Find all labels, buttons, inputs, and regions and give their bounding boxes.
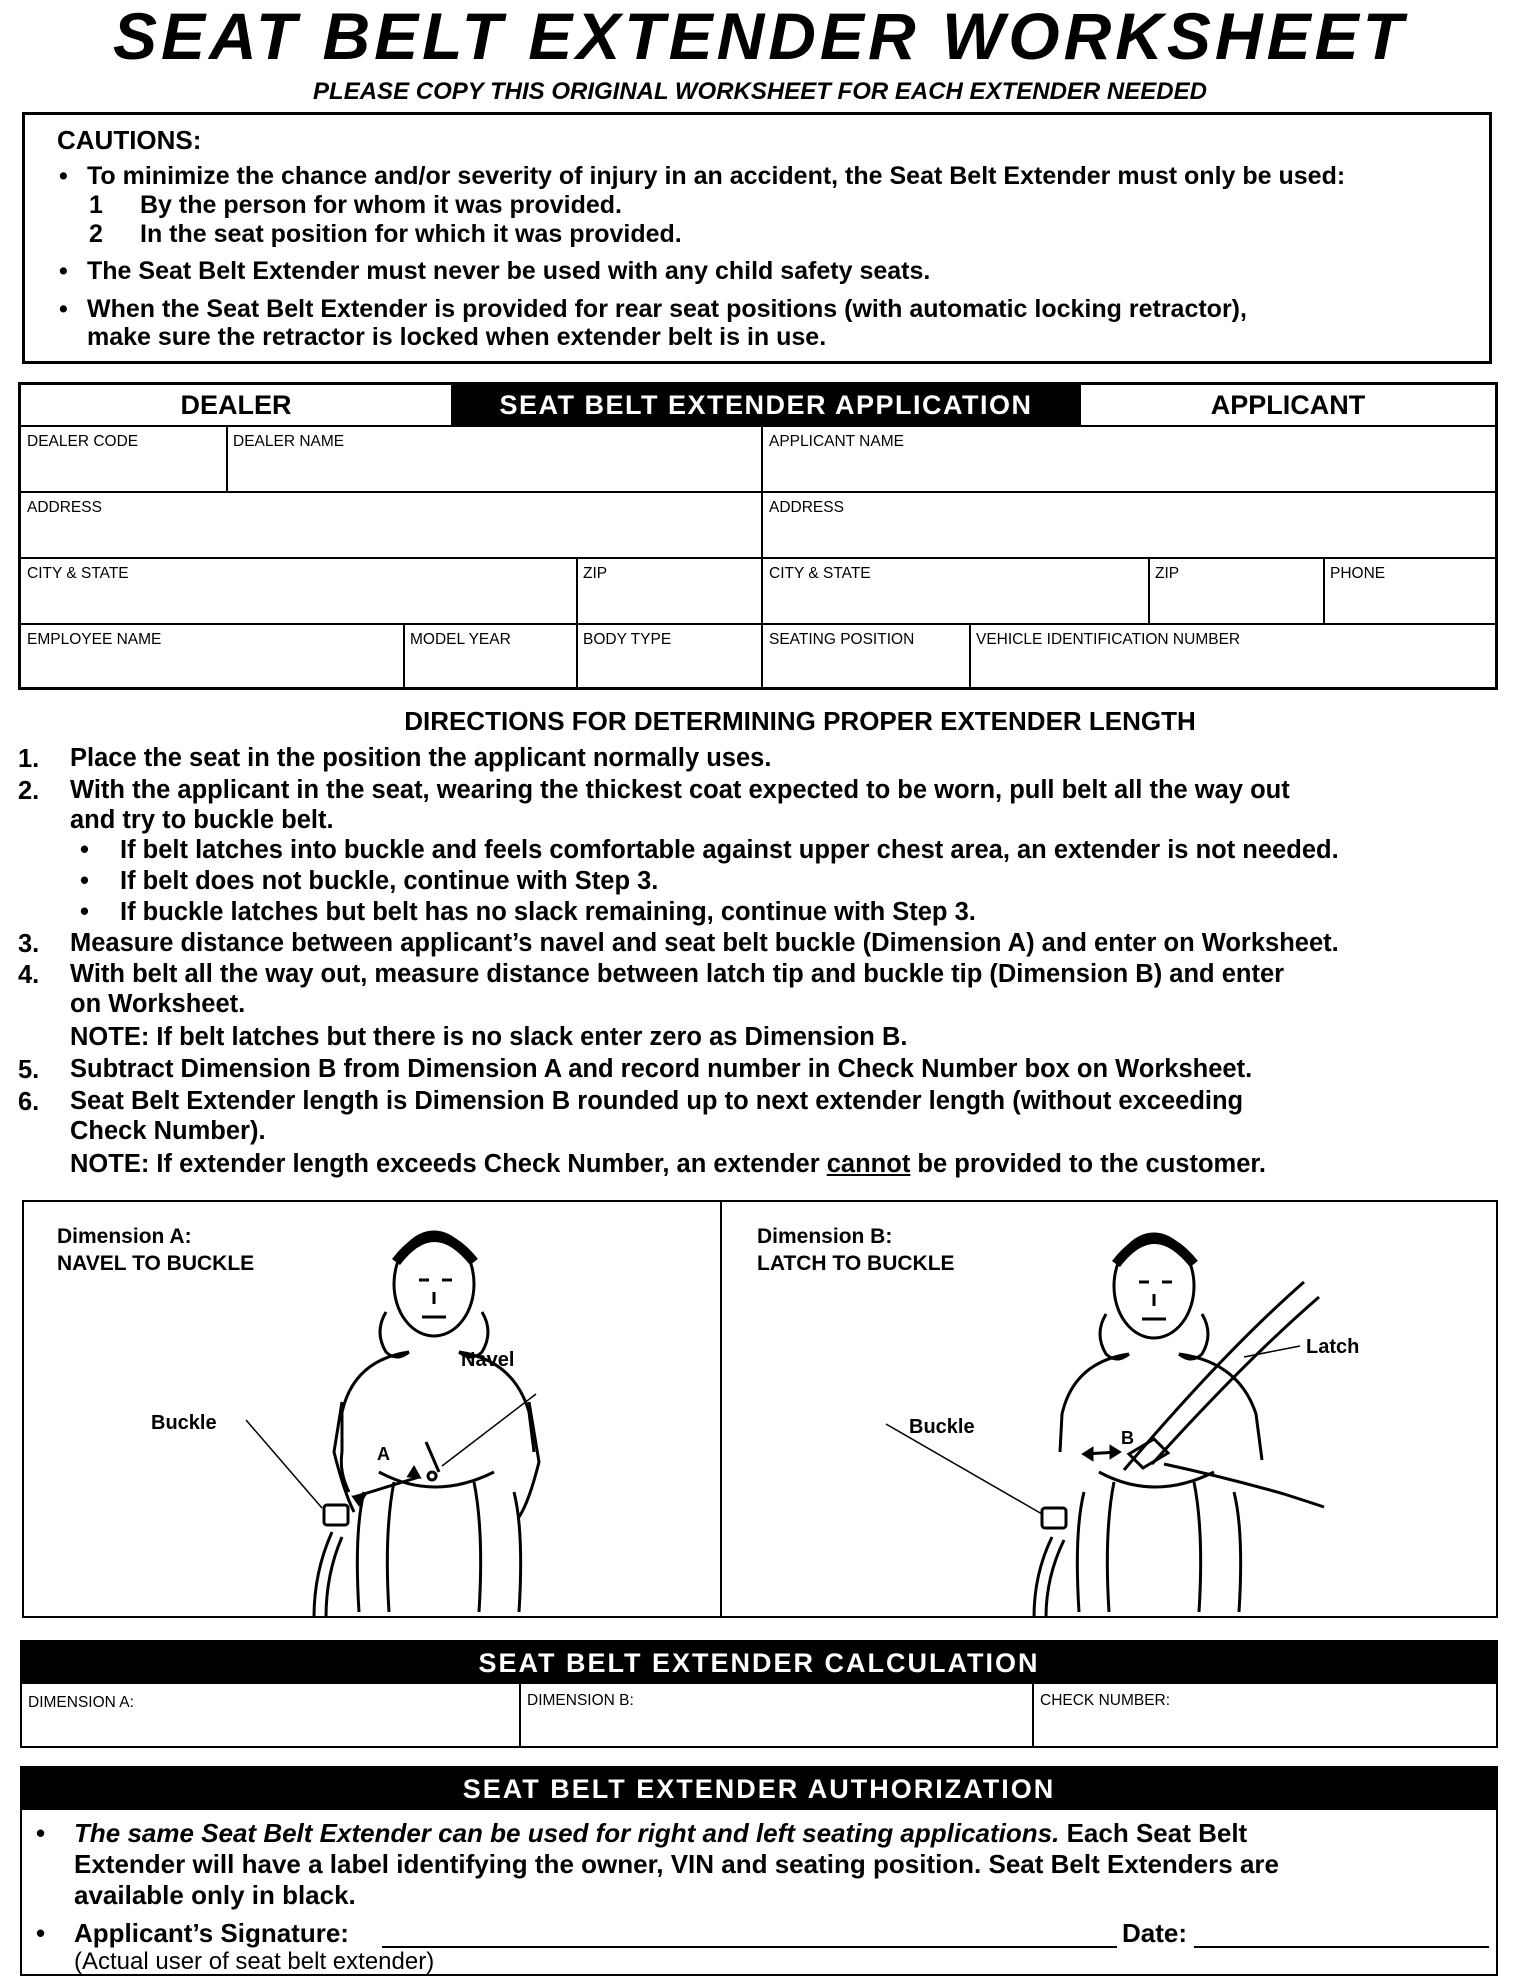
signature-note: (Actual user of seat belt extender) [74, 1948, 435, 1975]
caution-item: • When the Seat Belt Extender is provided for rear seat positions (with automatic locking retractor), [59, 295, 1247, 323]
authorization-text: Extender will have a label identifying the owner, VIN and seating position. Seat Belt Extenders are [74, 1849, 1279, 1879]
step-text: Subtract Dimension B from Dimension A and record number in Check Number box on Worksheet. [70, 1055, 1253, 1083]
dimension-b-title: Dimension B: [757, 1225, 893, 1248]
phone-field[interactable]: PHONE [1330, 565, 1386, 582]
cautions-box [22, 112, 1492, 364]
applicant-city-state-field[interactable]: CITY & STATE [769, 565, 871, 582]
cautions-heading: CAUTIONS: [57, 125, 202, 155]
caution-item: • To minimize the chance and/or severity of injury in an accident, the Seat Belt Extender must only be used: [59, 162, 1346, 190]
step-number: 3. [18, 930, 40, 958]
date-line[interactable] [1194, 1946, 1489, 1948]
step-text: Seat Belt Extender length is Dimension B rounded up to next extender length (without exceeding [70, 1087, 1244, 1115]
caution-item: • The Seat Belt Extender must never be used with any child safety seats. [59, 257, 931, 285]
step-text-continued: on Worksheet. [70, 990, 246, 1018]
applicant-address-field[interactable]: ADDRESS [769, 499, 844, 516]
seating-position-field[interactable]: SEATING POSITION [769, 631, 915, 648]
vin-field[interactable]: VEHICLE IDENTIFICATION NUMBER [976, 631, 1241, 648]
step-text: Measure distance between applicant’s navel and seat belt buckle (Dimension A) and enter on Worksheet. [70, 929, 1339, 957]
dimension-b-subtitle: LATCH TO BUCKLE [757, 1252, 955, 1275]
caution-text: To minimize the chance and/or severity of injury in an accident, the Seat Belt Extender must only be used: [87, 162, 1346, 190]
dimension-diagram [22, 1200, 1498, 1618]
step-text: Place the seat in the position the applicant normally uses. [70, 744, 772, 772]
authorization-header: SEAT BELT EXTENDER AUTHORIZATION [22, 1768, 1496, 1810]
step-bullet: • [80, 836, 89, 864]
dimension-a-marker: A [377, 1444, 390, 1464]
dealer-city-state-field[interactable]: CITY & STATE [27, 565, 129, 582]
body-type-field[interactable]: BODY TYPE [583, 631, 672, 648]
seated-person-illustrations [24, 1202, 1498, 1618]
authorization-italic-text: The same Seat Belt Extender can be used for right and left seating applications. [74, 1818, 1060, 1848]
application-form [18, 382, 1498, 690]
step-text-continued: Check Number). [70, 1117, 266, 1145]
caution-subitem-text: By the person for whom it was provided. [140, 191, 623, 219]
dealer-zip-field[interactable]: ZIP [583, 565, 608, 582]
caution-text: When the Seat Belt Extender is provided for rear seat positions (with automatic locking retractor), [87, 295, 1247, 323]
dimension-b-marker: B [1121, 1428, 1134, 1448]
dealer-header: DEALER [180, 389, 292, 420]
latch-label: Latch [1306, 1336, 1360, 1358]
signature-label: Applicant’s Signature: [74, 1918, 349, 1948]
employee-name-field[interactable]: EMPLOYEE NAME [27, 631, 162, 648]
page-subtitle: PLEASE COPY THIS ORIGINAL WORKSHEET FOR EACH EXTENDER NEEDED [313, 78, 1207, 105]
bullet: • [36, 1918, 46, 1948]
step-text: With the applicant in the seat, wearing the thickest coat expected to be worn, pull belt all the way out [70, 776, 1290, 804]
applicant-header: APPLICANT [1210, 389, 1366, 420]
buckle-label-b: Buckle [909, 1416, 975, 1438]
caution-subitem-number: 1 [89, 191, 103, 219]
step-bullet-text: If buckle latches but belt has no slack remaining, continue with Step 3. [120, 898, 976, 926]
buckle-label-a: Buckle [151, 1412, 217, 1434]
step-bullet: • [80, 867, 89, 895]
figure-a-illustration [246, 1232, 539, 1617]
step-number: 1. [18, 745, 40, 773]
caution-text: The Seat Belt Extender must never be used with any child safety seats. [87, 257, 931, 285]
step-number: 6. [18, 1088, 40, 1116]
authorization-section [20, 1766, 1498, 1976]
note-emphasis: cannot [826, 1150, 911, 1178]
note-text: be provided to the customer. [910, 1150, 1266, 1178]
step-bullet: • [80, 898, 89, 926]
dimension-a-title: Dimension A: [57, 1225, 192, 1248]
step-note: NOTE: If belt latches but there is no slack enter zero as Dimension B. [70, 1023, 908, 1051]
step-bullet-text: If belt does not buckle, continue with Step 3. [120, 867, 659, 895]
step-text-continued: and try to buckle belt. [70, 806, 334, 834]
application-header: SEAT BELT EXTENDER APPLICATION [451, 385, 1081, 425]
dealer-code-field[interactable]: DEALER CODE [27, 433, 139, 450]
note-text: NOTE: If extender length exceeds Check Number, an extender [70, 1150, 827, 1178]
authorization-text-part: Each Seat Belt [1059, 1818, 1248, 1848]
dimension-a-field[interactable]: DIMENSION A: [28, 1694, 134, 1711]
step-number: 5. [18, 1056, 40, 1084]
step-number: 4. [18, 961, 40, 989]
bullet: • [36, 1818, 46, 1848]
caution-subitem-number: 2 [89, 220, 103, 248]
calculation-section [20, 1640, 1498, 1748]
dimension-b-field[interactable]: DIMENSION B: [527, 1692, 634, 1709]
model-year-field[interactable]: MODEL YEAR [410, 631, 511, 648]
caution-subitem-text: In the seat position for which it was provided. [140, 220, 682, 248]
signature-line[interactable] [382, 1946, 1117, 1948]
directions-heading: DIRECTIONS FOR DETERMINING PROPER EXTENDER LENGTH [404, 706, 1196, 736]
caution-text-continued: make sure the retractor is locked when extender belt is in use. [87, 323, 827, 351]
navel-label: Navel [461, 1349, 515, 1371]
dealer-address-field[interactable]: ADDRESS [27, 499, 102, 516]
authorization-text [74, 1818, 1247, 1849]
step-number: 2. [18, 777, 40, 805]
applicant-name-field[interactable]: APPLICANT NAME [769, 433, 904, 450]
authorization-text: available only in black. [74, 1880, 356, 1910]
page-title: SEAT BELT EXTENDER WORKSHEET [113, 0, 1407, 73]
dealer-name-field[interactable]: DEALER NAME [233, 433, 345, 450]
applicant-zip-field[interactable]: ZIP [1155, 565, 1180, 582]
calculation-header: SEAT BELT EXTENDER CALCULATION [22, 1642, 1496, 1684]
step-text: With belt all the way out, measure distance between latch tip and buckle tip (Dimension B) and enter [70, 960, 1285, 988]
check-number-field[interactable]: CHECK NUMBER: [1040, 1692, 1171, 1709]
date-label: Date: [1122, 1918, 1188, 1948]
step-note [70, 1149, 1266, 1179]
dimension-a-subtitle: NAVEL TO BUCKLE [57, 1252, 255, 1275]
step-bullet-text: If belt latches into buckle and feels comfortable against upper chest area, an extender is not needed. [120, 836, 1339, 864]
